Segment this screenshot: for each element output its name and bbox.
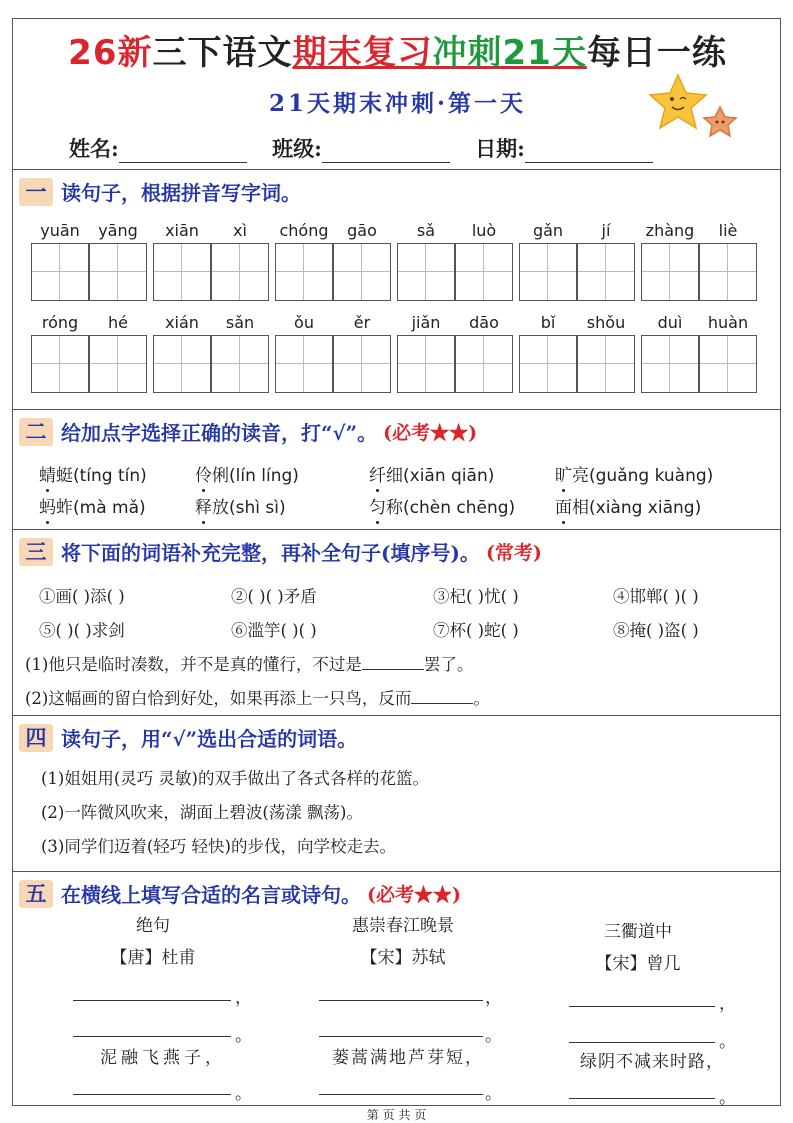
idiom-blank[interactable]: ②( )( )矛盾 bbox=[231, 587, 317, 606]
worksheet bbox=[12, 18, 781, 1106]
writing-cell[interactable] bbox=[275, 243, 333, 301]
writing-cell[interactable] bbox=[519, 335, 577, 393]
section-number-badge: 四 bbox=[19, 724, 53, 752]
pinyin-label: sǎ bbox=[416, 221, 436, 240]
writing-cell[interactable] bbox=[211, 335, 269, 393]
writing-cell[interactable] bbox=[333, 243, 391, 301]
pinyin-label: chóng bbox=[279, 221, 329, 240]
section-number-badge: 一 bbox=[19, 178, 53, 206]
pronunciation-item[interactable]: 蜻蜓(tíng tín) bbox=[39, 466, 147, 486]
poem-given-line: 泥融飞燕子， bbox=[100, 1048, 226, 1068]
writing-cell[interactable] bbox=[519, 243, 577, 301]
pinyin-label: xì bbox=[233, 221, 247, 240]
pronunciation-item[interactable]: 伶俐(lín líng) bbox=[195, 466, 299, 486]
pinyin-label: bǐ bbox=[540, 313, 556, 332]
writing-cell[interactable] bbox=[577, 243, 635, 301]
pinyin-label: jiǎn bbox=[411, 313, 441, 332]
poem-given-line: 蒌蒿满地芦芽短， bbox=[332, 1048, 484, 1068]
section-title: 将下面的词语补充完整，再补全句子(填序号)。 bbox=[61, 541, 480, 565]
pronunciation-item[interactable]: 面相(xiàng xiāng) bbox=[555, 498, 702, 518]
poem-title: 三衢道中 bbox=[604, 922, 672, 942]
star-decoration-icon bbox=[640, 71, 740, 141]
pinyin-label: shǒu bbox=[586, 313, 626, 332]
pinyin-label: yāng bbox=[98, 221, 138, 240]
must-test-tag: (必考★★) bbox=[383, 422, 478, 444]
section-2 bbox=[13, 409, 780, 529]
common-test-tag: (常考) bbox=[485, 542, 542, 564]
pinyin-label: róng bbox=[41, 313, 79, 332]
pinyin-label: xiān bbox=[165, 221, 199, 240]
page-title bbox=[13, 25, 782, 74]
writing-grid-row-1 bbox=[31, 243, 771, 301]
pronunciation-item[interactable]: 释放(shì sì) bbox=[195, 498, 286, 518]
title-subject: 三下语文 bbox=[152, 33, 293, 73]
pinyin-label: yuān bbox=[40, 221, 80, 240]
poem-answer-line[interactable] bbox=[569, 1041, 715, 1043]
pinyin-label: jí bbox=[601, 221, 611, 240]
page-subtitle: 21天期末冲刺·第一天 bbox=[268, 90, 526, 117]
section-title: 读句子，用“√”选出合适的词语。 bbox=[61, 727, 358, 751]
name-field[interactable] bbox=[119, 142, 247, 163]
class-field[interactable] bbox=[322, 142, 450, 163]
pinyin-label: luò bbox=[471, 221, 497, 240]
writing-cell[interactable] bbox=[275, 335, 333, 393]
section-title: 在横线上填写合适的名言或诗句。 bbox=[61, 883, 361, 907]
pinyin-label: hé bbox=[108, 313, 128, 332]
section-number-badge: 五 bbox=[19, 880, 53, 908]
idiom-blank[interactable]: ⑧掩( )盗( ) bbox=[613, 621, 699, 640]
writing-cell[interactable] bbox=[153, 243, 211, 301]
section-title: 给加点字选择正确的读音，打“√”。 bbox=[61, 421, 378, 445]
poem-answer-line[interactable] bbox=[569, 1097, 715, 1099]
idiom-blank[interactable]: ④邯郸( )( ) bbox=[613, 587, 699, 606]
idiom-blank[interactable]: ①画( )添( ) bbox=[39, 587, 125, 606]
pinyin-label: huàn bbox=[707, 313, 749, 332]
writing-cell[interactable] bbox=[641, 335, 699, 393]
pinyin-label: gāo bbox=[347, 221, 377, 240]
choice-sentence[interactable]: (3)同学们迈着(轻巧 轻快)的步伐，向学校走去。 bbox=[41, 837, 396, 856]
section-1 bbox=[13, 169, 780, 409]
section-3 bbox=[13, 529, 780, 715]
writing-cell[interactable] bbox=[211, 243, 269, 301]
pronunciation-item[interactable]: 匀称(chèn chēng) bbox=[369, 498, 516, 518]
poem-author: 【宋】苏轼 bbox=[360, 948, 446, 968]
pinyin-label: ǒu bbox=[294, 313, 314, 332]
title-review: 期末复习 bbox=[292, 33, 433, 73]
pinyin-label: ěr bbox=[353, 313, 371, 332]
poem-given-line: 绿阴不减来时路， bbox=[580, 1052, 724, 1072]
idiom-blank[interactable]: ③杞( )忧( ) bbox=[433, 587, 519, 606]
writing-cell[interactable] bbox=[577, 335, 635, 393]
poem-author: 【唐】杜甫 bbox=[110, 948, 196, 968]
poem-answer-line[interactable] bbox=[73, 1093, 231, 1095]
poem-answer-line[interactable] bbox=[319, 1035, 483, 1037]
writing-cell[interactable] bbox=[31, 335, 89, 393]
poem-answer-line[interactable] bbox=[319, 1093, 483, 1095]
section-number-badge: 三 bbox=[19, 538, 53, 566]
writing-cell[interactable] bbox=[31, 243, 89, 301]
answer-blank[interactable] bbox=[362, 653, 424, 670]
poem-answer-line[interactable] bbox=[73, 999, 231, 1001]
writing-cell[interactable] bbox=[455, 243, 513, 301]
pinyin-label: sǎn bbox=[225, 313, 255, 332]
must-test-tag: (必考★★) bbox=[367, 884, 461, 906]
pinyin-label: dāo bbox=[469, 313, 499, 332]
writing-cell[interactable] bbox=[455, 335, 513, 393]
writing-cell[interactable] bbox=[89, 243, 147, 301]
date-label: 日期: bbox=[475, 136, 525, 161]
date-field[interactable] bbox=[525, 142, 653, 163]
pinyin-label: gǎn bbox=[532, 221, 564, 240]
pinyin-label: zhàng bbox=[645, 221, 695, 240]
pinyin-label: duì bbox=[657, 313, 683, 332]
writing-cell[interactable] bbox=[641, 243, 699, 301]
writing-cell[interactable] bbox=[397, 335, 455, 393]
pronunciation-item[interactable]: 蚂蚱(mà mǎ) bbox=[39, 498, 146, 518]
pinyin-label: xián bbox=[165, 313, 199, 332]
poem-answer-line[interactable] bbox=[319, 999, 483, 1001]
writing-cell[interactable] bbox=[89, 335, 147, 393]
answer-blank[interactable] bbox=[411, 687, 473, 704]
pinyin-label: liè bbox=[718, 221, 738, 240]
pronunciation-item[interactable]: 纤细(xiān qiān) bbox=[369, 466, 495, 486]
sentence-1: (1)他只是临时凑数，并不是真的懂行，不过是 罢了。 bbox=[25, 655, 474, 674]
writing-grid-row-2 bbox=[31, 335, 771, 393]
name-label: 姓名: bbox=[69, 136, 119, 161]
poem-answer-line[interactable] bbox=[569, 1005, 715, 1007]
section-number-badge: 二 bbox=[19, 418, 53, 446]
title-sprint: 冲刺21天 bbox=[432, 33, 587, 73]
section-5: 五 在横线上填写合适的名言或诗句。 (必考★★) 绝句 【唐】杜甫 ， 。 泥融飞燕子， 。 惠崇春江晚景 【宋】苏轼 ， 。 蒌蒿满地芦芽短， 。 三衢道中 【宋】曾几 ， 。 绿阴不减来时路， 。 bbox=[13, 871, 780, 1105]
idiom-blank[interactable]: ⑥滥竽( )( ) bbox=[231, 621, 317, 640]
student-info-row bbox=[69, 133, 671, 163]
pronunciation-item[interactable]: 旷亮(guǎng kuàng) bbox=[555, 466, 714, 486]
choice-sentence[interactable]: (2)一阵微风吹来，湖面上碧波(荡漾 飘荡)。 bbox=[41, 803, 363, 822]
writing-cell[interactable] bbox=[153, 335, 211, 393]
writing-cell[interactable] bbox=[397, 243, 455, 301]
section-title: 读句子，根据拼音写字词。 bbox=[61, 181, 301, 205]
writing-cell[interactable] bbox=[699, 243, 757, 301]
page-footer: 第 页 共 页 bbox=[366, 1108, 427, 1122]
poem-answer-line[interactable] bbox=[73, 1035, 231, 1037]
poem-title: 惠崇春江晚景 bbox=[352, 916, 454, 936]
poem-title: 绝句 bbox=[136, 916, 170, 936]
class-label: 班级: bbox=[272, 136, 322, 161]
writing-cell[interactable] bbox=[333, 335, 391, 393]
title-number: 26新 bbox=[68, 33, 153, 73]
sentence-2: (2)这幅画的留白恰到好处，如果再添上一只鸟，反而 。 bbox=[25, 689, 490, 708]
idiom-blank[interactable]: ⑤( )( )求剑 bbox=[39, 621, 125, 640]
pinyin-row-1 bbox=[31, 221, 771, 241]
section-4 bbox=[13, 715, 780, 871]
poem-author: 【宋】曾几 bbox=[595, 954, 681, 974]
idiom-blank[interactable]: ⑦杯( )蛇( ) bbox=[433, 621, 519, 640]
title-daily: 每日一练 bbox=[586, 33, 727, 73]
writing-cell[interactable] bbox=[699, 335, 757, 393]
choice-sentence[interactable]: (1)姐姐用(灵巧 灵敏)的双手做出了各式各样的花篮。 bbox=[41, 769, 429, 788]
pinyin-row-2 bbox=[31, 313, 771, 333]
